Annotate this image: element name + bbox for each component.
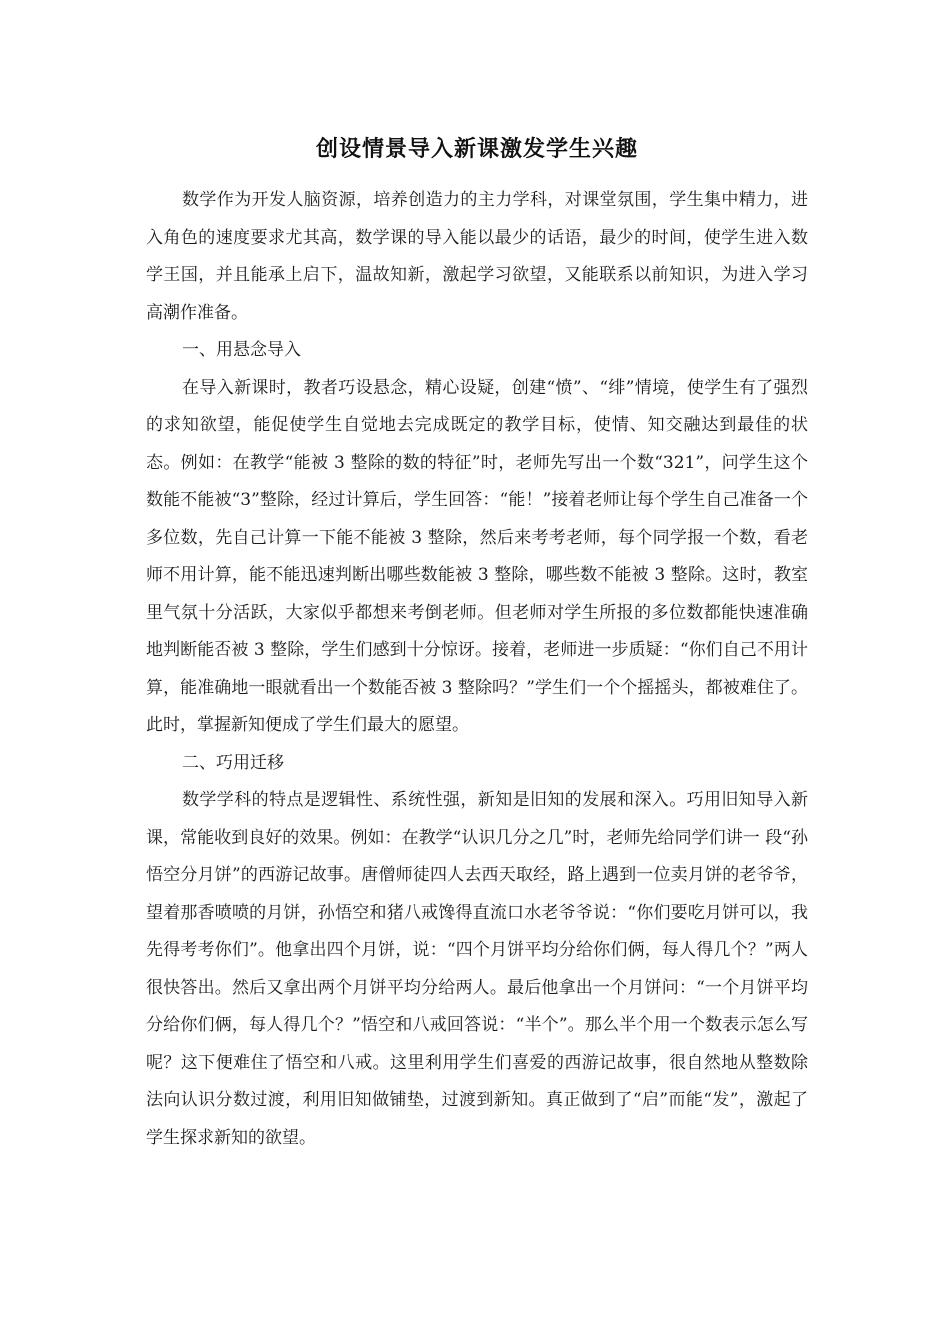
section-heading-suspense: 一、用悬念导入 xyxy=(182,340,301,360)
section-suspense xyxy=(146,332,808,745)
intro-paragraph: 数学作为开发人脑资源，培养创造力的主力学科，对课堂氛围，学生集中精力，进入角色的速度要求尤其高，数学课的导入能以最少的话语，最少的时间，使学生进入数学王国，并且能承上启下，温故知新，激起学习欲望，又能联系以前知识，为进入学习高潮作准备。 xyxy=(146,190,808,323)
section-transfer xyxy=(146,745,808,1158)
section-body-suspense: 在导入新课时，教者巧设悬念，精心设疑，创建“愤”、“绯”情境，使学生有了强烈的求知欲望，能促使学生自觉地去完成既定的教学目标，使情、知交融达到最佳的状态。例如：在教学“能被 3 整除的数的特征”时，老师先写出一个数“321”，问学生这个数能不能被“3”整除，经过计算后，学生回答：“能！”接着老师让每个学生自己准备一个多位数，先自己计算一下能不能被 3 整除，然后来考考老师，每个同学报一个数，看老师不用计算，能不能迅速判断出哪些数能被 3 整除，哪些数不能被 3 整除。这时，教室里气氛十分活跃，大家似乎都想来考倒老师。但老师对学生所报的多位数都能快速准确地判断能否被 3 整除，学生们感到十分惊讶。接着，老师进一步质疑：“你们自己不用计算，能准确地一眼就看出一个数能否被 3 整除吗？”学生们一个个摇摇头，都被难住了。此时，掌握新知便成了学生们最大的愿望。 xyxy=(146,377,808,735)
section-heading-transfer: 二、巧用迁移 xyxy=(182,752,284,773)
document-title: 创设情景导入新课激发学生兴趣 xyxy=(315,137,638,162)
section-body-transfer: 数学学科的特点是逻辑性、系统性强，新知是旧知的发展和深入。巧用旧知导入新课，常能收到良好的效果。例如：在教学“认识几分之几”时，老师先给同学们讲一 段“孙悟空分月饼”的西游记故事。唐僧师徒四人去西天取经，路上遇到一位卖月饼的老爷爷，望着那香喷喷的月饼，孙悟空和猪八戒馋得直流口水老爷爷说：“你们要吃月饼可以，我先得考考你们”。他拿出四个月饼，说：“四个月饼平均分给你们俩，每人得几个？”两人很快答出。然后又拿出两个月饼平均分给两人。最后他拿出一个月饼问：“一个月饼平均分给你们俩，每人得几个？”悟空和八戒回答说：“半个”。那么半个用一个数表示怎么写呢？这下便难住了悟空和八戒。这里利用学生们喜爱的西游记故事，很自然地从整数除法向认识分数过渡，利用旧知做铺垫，过渡到新知。真正做到了“启”而能“发”，激起了学生探求新知的欲望。 xyxy=(146,790,808,1148)
document-page xyxy=(146,132,808,1157)
